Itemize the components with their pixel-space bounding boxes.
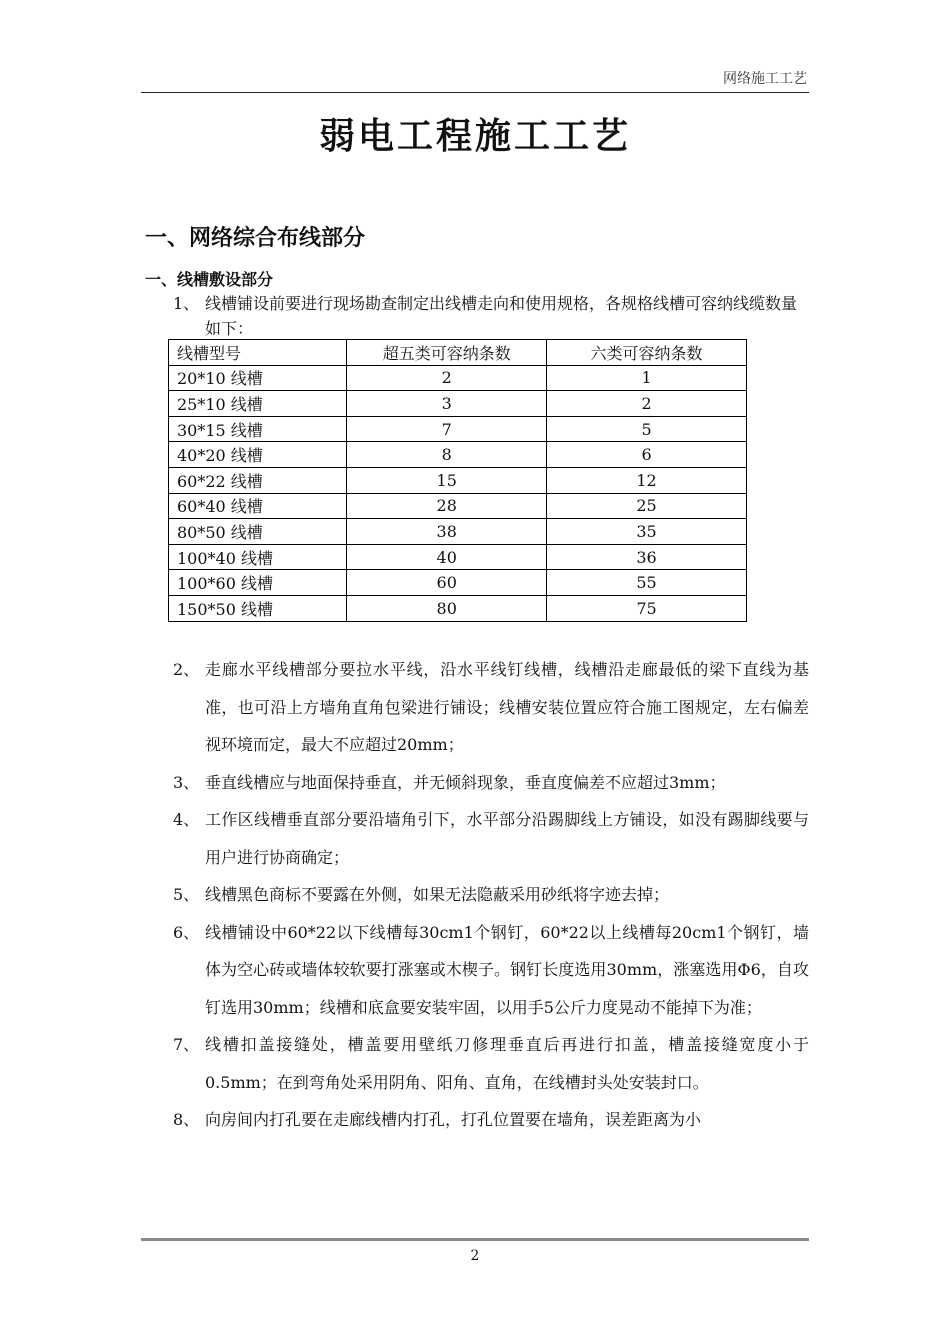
table-cell: 75 bbox=[547, 595, 747, 621]
item-text: 线槽扣盖接缝处，槽盖要用壁纸刀修理垂直后再进行扣盖，槽盖接缝宽度小于0.5mm；在到弯角处采用阴角、阳角、直角，在线槽封头处安装封口。 bbox=[205, 1035, 809, 1092]
list-item bbox=[173, 1101, 809, 1139]
table-row bbox=[169, 493, 747, 519]
table-cell: 60*40 线槽 bbox=[169, 493, 347, 519]
table-row bbox=[169, 570, 747, 596]
table-cell: 25*10 线槽 bbox=[169, 391, 347, 417]
table-cell: 30*15 线槽 bbox=[169, 416, 347, 442]
table-row bbox=[169, 467, 747, 493]
table-cell: 8 bbox=[347, 442, 547, 468]
table-row bbox=[169, 544, 747, 570]
item-text: 垂直线槽应与地面保持垂直，并无倾斜现象，垂直度偏差不应超过3mm； bbox=[205, 772, 726, 792]
document-title: 弱电工程施工工艺 bbox=[318, 116, 631, 157]
list-item bbox=[173, 876, 809, 914]
table-cell: 60*22 线槽 bbox=[169, 467, 347, 493]
table-cell: 6 bbox=[547, 442, 747, 468]
item-number: 8、 bbox=[173, 1110, 200, 1129]
list-item bbox=[173, 1026, 809, 1101]
table-cell: 12 bbox=[547, 467, 747, 493]
table-row bbox=[169, 391, 747, 417]
footer-rule bbox=[141, 1238, 809, 1241]
item-text: 工作区线槽垂直部分要沿墙角引下，水平部分沿踢脚线上方铺设，如没有踢脚线要与用户进行协商确定； bbox=[205, 810, 809, 867]
table-row bbox=[169, 365, 747, 391]
table-cell: 40 bbox=[347, 544, 547, 570]
table-row bbox=[169, 442, 747, 468]
construction-items-list bbox=[173, 651, 809, 1139]
table-cell: 60 bbox=[347, 570, 547, 596]
item-text: 线槽铺设前要进行现场勘查制定出线槽走向和使用规格，各规格线槽可容纳线缆数量如下： bbox=[205, 294, 798, 338]
table-cell: 38 bbox=[347, 519, 547, 545]
section-heading: 一、网络综合布线部分 bbox=[145, 226, 366, 251]
running-header: 网络施工工艺 bbox=[723, 71, 807, 87]
item-number: 2、 bbox=[173, 660, 200, 679]
table-cell: 80*50 线槽 bbox=[169, 519, 347, 545]
table-cell: 7 bbox=[347, 416, 547, 442]
column-header: 线槽型号 bbox=[169, 340, 347, 366]
table-body bbox=[169, 365, 747, 621]
table-cell: 100*40 线槽 bbox=[169, 544, 347, 570]
table-cell: 5 bbox=[547, 416, 747, 442]
table-row bbox=[169, 519, 747, 545]
table-cell: 15 bbox=[347, 467, 547, 493]
table-row bbox=[169, 595, 747, 621]
column-header: 六类可容纳条数 bbox=[547, 340, 747, 366]
table-row bbox=[169, 416, 747, 442]
table-header-row bbox=[169, 340, 747, 366]
item-text: 线槽铺设中60*22以下线槽每30cm1个钢钉，60*22以上线槽每20cm1个钢钉，墙体为空心砖或墙体较软要打涨塞或木楔子。钢钉长度选用30mm，涨塞选用Φ6，自攻钉选用30mm；线槽和底盒要安装牢固，以用手5公斤力度晃动不能掉下为准； bbox=[205, 922, 809, 1017]
list-item bbox=[173, 801, 809, 876]
list-item bbox=[173, 914, 809, 1027]
table-cell: 28 bbox=[347, 493, 547, 519]
header-rule bbox=[141, 92, 809, 93]
item-number: 1、 bbox=[173, 294, 200, 313]
table-cell: 20*10 线槽 bbox=[169, 365, 347, 391]
item-text: 走廊水平线槽部分要拉水平线，沿水平线钉线槽，线槽沿走廊最低的梁下直线为基准，也可沿上方墙角直角包梁进行铺设；线槽安装位置应符合施工图规定，左右偏差视环境而定，最大不应超过20mm； bbox=[205, 660, 809, 754]
item-text: 线槽黑色商标不要露在外侧，如果无法隐蔽采用砂纸将字迹去掉； bbox=[205, 885, 670, 904]
table-cell: 1 bbox=[547, 365, 747, 391]
table-cell: 35 bbox=[547, 519, 747, 545]
table-cell: 2 bbox=[347, 365, 547, 391]
table-cell: 25 bbox=[547, 493, 747, 519]
item-number: 6、 bbox=[173, 922, 200, 942]
item-number: 4、 bbox=[173, 810, 200, 829]
item-number: 7、 bbox=[173, 1035, 200, 1054]
list-item bbox=[173, 764, 809, 802]
table-cell: 3 bbox=[347, 391, 547, 417]
list-item bbox=[173, 651, 809, 764]
subsection-heading: 一、线槽敷设部分 bbox=[145, 270, 274, 289]
item-number: 3、 bbox=[173, 772, 200, 792]
trunking-capacity-table bbox=[168, 339, 747, 622]
table-cell: 40*20 线槽 bbox=[169, 442, 347, 468]
table-cell: 80 bbox=[347, 595, 547, 621]
item-number: 5、 bbox=[173, 885, 200, 904]
table-cell: 2 bbox=[547, 391, 747, 417]
intro-paragraph bbox=[173, 291, 809, 341]
table-cell: 150*50 线槽 bbox=[169, 595, 347, 621]
page-number: 2 bbox=[470, 1248, 480, 1264]
table-cell: 100*60 线槽 bbox=[169, 570, 347, 596]
table-cell: 55 bbox=[547, 570, 747, 596]
item-text: 向房间内打孔要在走廊线槽内打孔，打孔位置要在墙角，误差距离为小 bbox=[205, 1110, 702, 1129]
table-cell: 36 bbox=[547, 544, 747, 570]
column-header: 超五类可容纳条数 bbox=[347, 340, 547, 366]
